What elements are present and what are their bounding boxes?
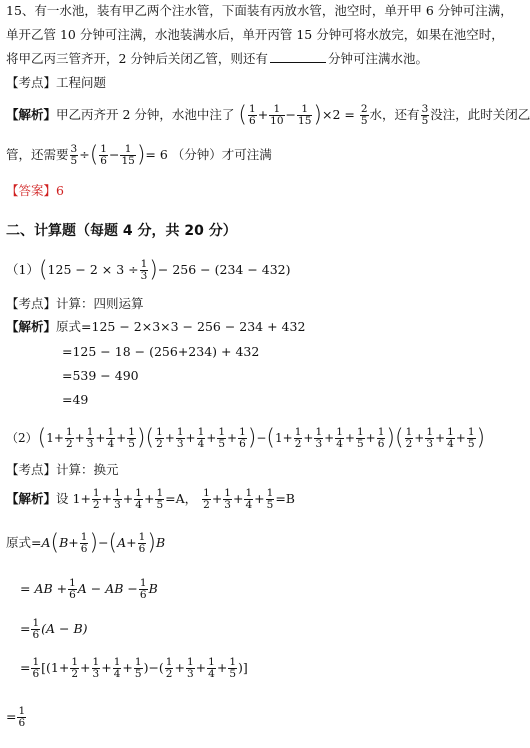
p2-final: = $\frac{1}{6}$ xyxy=(6,705,26,729)
q15-line2: 单开乙管 10 分钟可注满，水池装满水后，单开丙管 15 分钟可将水放完，如果在池空时， xyxy=(6,27,504,42)
fraction: $\frac{1}{6}$ xyxy=(100,143,107,167)
fraction: $\frac{1}{6}$ xyxy=(249,103,256,127)
q15-line3 xyxy=(6,51,428,67)
p2-step2: = $\frac{1}{6}$ (A − B) xyxy=(20,617,88,641)
q15-line1: 15、有一水池，装有甲乙两个注水管，下面装有丙放水管，池空时，单开甲 6 分钟可注满， xyxy=(6,3,513,18)
q15-kaodian: 【考点】工程问题 xyxy=(6,75,107,90)
p1-label: （1） xyxy=(6,262,39,277)
jiexi-label: 【解析】 xyxy=(6,107,57,122)
p2-step3: = $\frac{1}{6}$ [(1+ $\frac{1}{2}$ + $\frac{1}{3}$ + $\frac{1}{4}$ + $\frac{1}{5}$ )−( $\frac{1}{2}$ + $\frac{1}{3}$ + $\frac{1}{4}$ + $\frac{1}{5}$ )] xyxy=(20,656,248,680)
p2-substitution: 【解析】设 1+ $\frac{1}{2}$ + $\frac{1}{3}$ + $\frac{1}{4}$ + $\frac{1}{5}$ =A， $\frac{1}{2}$ + $\frac{1}{3}$ + $\frac{1}{4}$ + $\frac{1}{5}$ =B xyxy=(6,487,295,511)
p2-step1: = AB + $\frac{1}{6}$ A − AB − $\frac{1}{6}$ B xyxy=(20,577,158,601)
p2-yuanshi: 原式=A(B+ $\frac{1}{6}$ )−(A+ $\frac{1}{6}$ )B xyxy=(6,530,166,556)
fraction: $\frac{1}{15}$ xyxy=(298,103,312,127)
fraction: $\frac{1}{10}$ xyxy=(270,103,284,127)
jiexi2-end: = 6 （分钟）才可注满 xyxy=(145,147,272,162)
q15-line3-text: 将甲乙丙三管齐开，2 分钟后关闭乙管，则还有 xyxy=(6,51,268,66)
p1-expression: （1）(125 − 2 × 3 ÷ $\frac{1}{3}$ )− 256 − (234 − 432) xyxy=(6,257,291,283)
fraction: $\frac{3}{5}$ xyxy=(70,143,78,167)
jiexi-mid: ×2 = xyxy=(322,107,355,122)
q15-jiexi-line1: 【解析】甲乙丙齐开 2 分钟，水池中注了 ( $\frac{1}{6}$ + $\frac{1}{10}$ − $\frac{1}{15}$ )×2 = $\frac{2}{5}$ 水，还有 $\frac{3}{5}$ 没注，此时关闭乙 xyxy=(6,102,530,128)
fraction: $\frac{2}{5}$ xyxy=(360,103,368,127)
q15-answer: 【答案】6 xyxy=(6,183,64,198)
fraction: $\frac{3}{5}$ xyxy=(421,103,429,127)
answer-blank xyxy=(270,51,326,63)
jiexi-text: 甲乙丙齐开 2 分钟，水池中注了 xyxy=(56,107,235,122)
jiexi-water: 水，还有 xyxy=(369,107,420,122)
fraction: $\frac{1}{3}$ xyxy=(140,258,148,282)
p1-step3: =539 − 490 xyxy=(62,368,139,383)
jiexi2-text: 管，还需要 xyxy=(6,147,69,162)
jiexi-end: 没注，此时关闭乙 xyxy=(430,107,530,122)
p2-expression: （2）(1+ $\frac{1}{2}$ + $\frac{1}{3}$ + $\frac{1}{4}$ + $\frac{1}{5}$ )( $\frac{1}{2}$ + $\frac{1}{3}$ + $\frac{1}{4}$ + $\frac{1}{5}$ + $\frac{1}{6}$ )−(1+ $\frac{1}{2}$ + $\frac{1}{3}$ + $\frac{1}{4}$ + $\frac{1}{5}$ + $\frac{1}{6}$ )( $\frac{1}{2}$ + $\frac{1}{3}$ + $\frac{1}{4}$ + $\frac{1}{5}$ ) xyxy=(6,425,486,451)
section-title: 二、计算题（每题 4 分，共 20 分） xyxy=(6,223,237,239)
p2-label: （2） xyxy=(6,431,38,445)
p1-kaodian: 【考点】计算：四则运算 xyxy=(6,296,144,311)
p2-kaodian: 【考点】计算：换元 xyxy=(6,462,119,477)
fraction: $\frac{1}{15}$ xyxy=(121,143,135,167)
q15-line3-end: 分钟可注满水池。 xyxy=(327,51,428,66)
p1-step2: =125 − 18 − (256+234) + 432 xyxy=(62,344,260,359)
p1-step1: 【解析】原式=125 − 2×3×3 − 256 − 234 + 432 xyxy=(6,319,306,334)
q15-jiexi-line2: 管，还需要 $\frac{3}{5}$ ÷( $\frac{1}{6}$ − $\frac{1}{15}$ )= 6 （分钟）才可注满 xyxy=(6,142,272,168)
p1-step4: =49 xyxy=(62,392,89,407)
